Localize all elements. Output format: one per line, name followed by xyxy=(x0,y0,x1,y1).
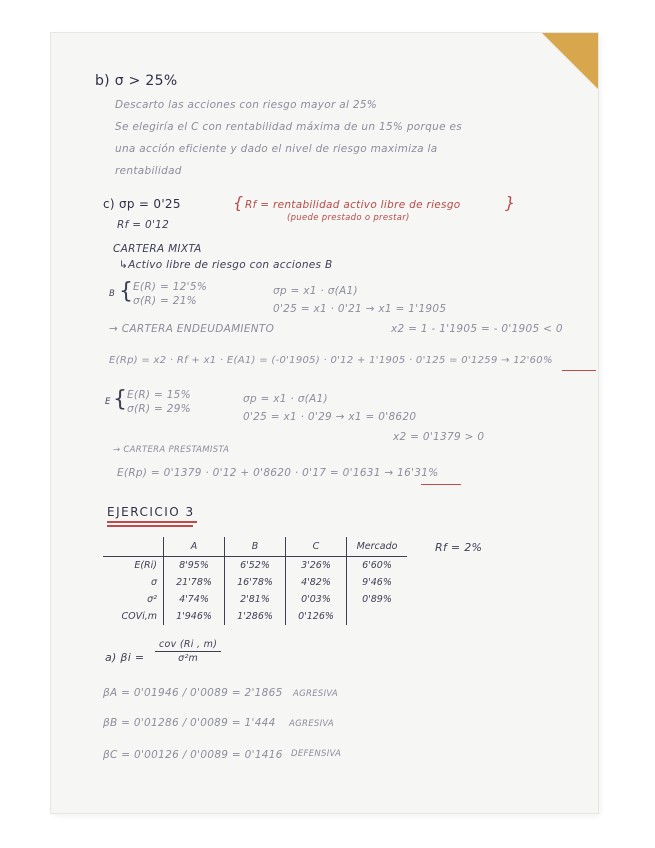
brace-open: { xyxy=(233,193,244,212)
rf-definition: Rf = rentabilidad activo libre de riesgo xyxy=(245,199,461,211)
asset-b-x1: 0'25 = x1 · 0'21 → x1 = 1'1905 xyxy=(273,303,447,315)
row-label: σ xyxy=(150,577,157,588)
row-label: E(Ri) xyxy=(134,560,157,571)
cartera-endeudamiento: → CARTERA ENDEUDAMIENTO xyxy=(109,323,275,335)
table-header-a: A xyxy=(164,537,225,557)
brace-b: { xyxy=(119,279,134,304)
cell: 1'946% xyxy=(164,608,225,625)
beta-b-tag: AGRESIVA xyxy=(289,719,335,729)
cell: 16'78% xyxy=(225,574,286,591)
table-header-c: C xyxy=(286,537,347,557)
part-b-line-1: Descarto las acciones con riesgo mayor al 25% xyxy=(115,99,378,111)
beta-c-tag: DEFENSIVA xyxy=(291,749,342,759)
part-b-line-4: rentabilidad xyxy=(115,165,182,177)
row-label: σ² xyxy=(147,594,157,605)
asset-c-x2: x2 = 0'1379 > 0 xyxy=(393,431,485,443)
activo-libre-label: ↳Activo libre de riesgo con acciones B xyxy=(119,259,333,271)
folded-corner xyxy=(542,33,598,89)
asset-b-sigma: σ(R) = 21% xyxy=(133,295,197,307)
asset-c-expected-return: E(Rp) = 0'1379 · 0'12 + 0'8620 · 0'17 = 0'1631 → 16'31% xyxy=(117,467,439,479)
table-header-mercado: Mercado xyxy=(347,537,408,557)
asset-b-expected-return: E(Rp) = x2 · Rf + x1 · E(A1) = (-0'1905) · 0'12 + 1'1905 · 0'125 = 0'1259 → 12'60% xyxy=(109,355,553,366)
cell: 1'286% xyxy=(225,608,286,625)
ejercicio-underline xyxy=(107,521,197,523)
beta-a: βA = 0'01946 / 0'0089 = 2'1865 xyxy=(103,687,283,699)
table-row xyxy=(103,574,407,591)
table-header-blank xyxy=(103,537,164,557)
beta-formula-fraction xyxy=(155,639,221,664)
cartera-prestamista: → CARTERA PRESTAMISTA xyxy=(113,445,230,455)
cell: 0'126% xyxy=(286,608,347,625)
cell: 4'74% xyxy=(164,591,225,608)
beta-formula-denominator: σ²m xyxy=(178,653,199,664)
asset-c-return: E(R) = 15% xyxy=(127,389,191,401)
cell: 8'95% xyxy=(164,557,225,575)
cartera-mixta-label: CARTERA MIXTA xyxy=(113,243,202,255)
brace-c: { xyxy=(113,387,128,412)
beta-b: βB = 0'01286 / 0'0089 = 1'444 xyxy=(103,717,276,729)
cell xyxy=(347,608,408,625)
part-b-line-2: Se elegiría el C con rentabilidad máxima de un 15% porque es xyxy=(115,121,462,133)
ejercicio-rf: Rf = 2% xyxy=(435,541,483,554)
asset-b-return: E(R) = 12'5% xyxy=(133,281,208,293)
rf-value: Rf = 0'12 xyxy=(117,219,170,231)
asset-b-sigma-eq: σp = x1 · σ(A1) xyxy=(273,285,358,297)
part-b-header: b) σ > 25% xyxy=(95,73,178,89)
part-b-line-3: una acción eficiente y dado el nivel de riesgo maximiza la xyxy=(115,143,438,155)
asset-c-sigma-eq: σp = x1 · σ(A1) xyxy=(243,393,328,405)
beta-c: βC = 0'00126 / 0'0089 = 0'1416 xyxy=(103,749,283,761)
cell: 0'03% xyxy=(286,591,347,608)
beta-formula-numerator: cov (Ri , m) xyxy=(155,639,221,652)
part-c-header: c) σp = 0'25 xyxy=(103,197,181,211)
result-b-underline xyxy=(562,369,596,371)
asset-c-sigma: σ(R) = 29% xyxy=(127,403,191,415)
cell: 21'78% xyxy=(164,574,225,591)
beta-a-tag: AGRESIVA xyxy=(293,689,339,699)
cell: 6'52% xyxy=(225,557,286,575)
asset-c-letter: E xyxy=(105,397,111,407)
cell: 6'60% xyxy=(347,557,408,575)
rf-definition-note: (puede prestado o prestar) xyxy=(287,213,410,223)
notebook-page xyxy=(51,33,598,813)
cell: 3'26% xyxy=(286,557,347,575)
cell: 0'89% xyxy=(347,591,408,608)
cell: 2'81% xyxy=(225,591,286,608)
table-row xyxy=(103,608,407,625)
asset-b-x2: x2 = 1 - 1'1905 = - 0'1905 < 0 xyxy=(391,323,563,335)
table-header-row xyxy=(103,537,407,557)
cell: 9'46% xyxy=(347,574,408,591)
returns-table xyxy=(103,537,407,625)
row-label: COVi,m xyxy=(121,611,157,622)
asset-b-letter: B xyxy=(109,289,116,299)
result-c-underline xyxy=(421,483,461,485)
table-row xyxy=(103,591,407,608)
asset-c-x1: 0'25 = x1 · 0'29 → x1 = 0'8620 xyxy=(243,411,417,423)
ejercicio-title: EJERCICIO 3 xyxy=(107,505,195,519)
brace-close: } xyxy=(505,193,516,212)
beta-formula-label: a) βi = xyxy=(105,651,145,664)
cell: 4'82% xyxy=(286,574,347,591)
ejercicio-underline-2 xyxy=(107,525,193,527)
table-header-b: B xyxy=(225,537,286,557)
table-row xyxy=(103,557,407,575)
